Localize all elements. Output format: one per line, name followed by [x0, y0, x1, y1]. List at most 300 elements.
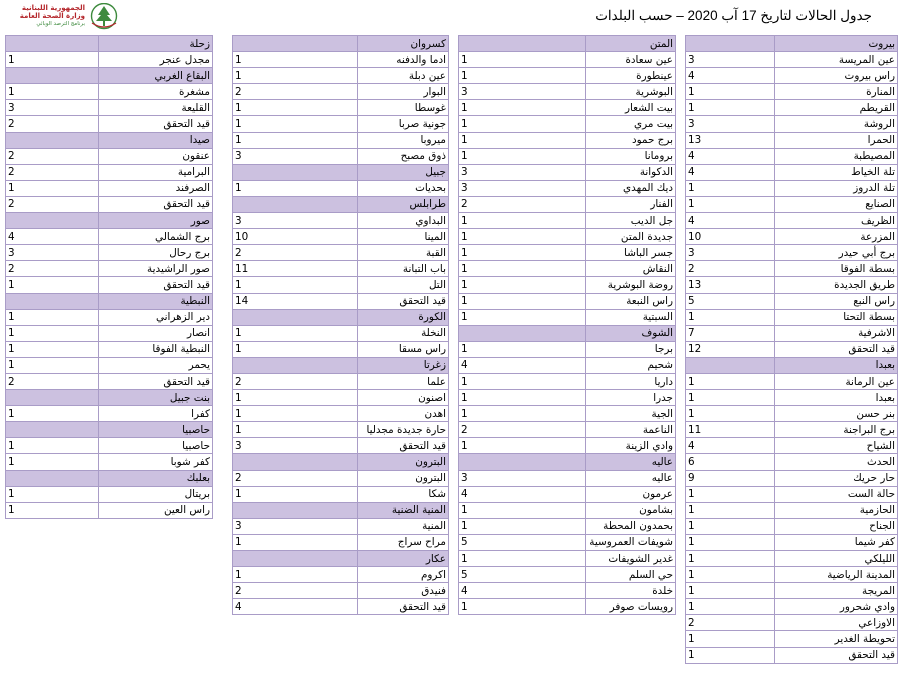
header-spacer [459, 325, 586, 341]
town-name: الجية [586, 406, 676, 422]
case-count: 2 [459, 196, 586, 212]
table-row [686, 631, 898, 647]
table-row [459, 551, 676, 567]
table-row [686, 486, 898, 502]
case-count: 1 [459, 373, 586, 389]
table-row [459, 164, 676, 180]
table-row [6, 116, 213, 132]
case-count: 3 [686, 116, 775, 132]
town-name: عين الرمانة [775, 373, 898, 389]
town-name: روضة البوشرية [586, 277, 676, 293]
case-count: 1 [686, 196, 775, 212]
town-name: البداوي [358, 213, 449, 229]
case-count: 1 [233, 390, 358, 406]
town-name: بسطة الفوقا [775, 261, 898, 277]
case-count: 11 [686, 422, 775, 438]
case-count: 1 [686, 406, 775, 422]
table-row [459, 390, 676, 406]
case-count: 3 [233, 213, 358, 229]
town-name: كفر شوبا [99, 454, 213, 470]
district-header-row [6, 36, 213, 52]
town-name: الدكوانة [586, 164, 676, 180]
header-spacer [459, 36, 586, 52]
case-count: 1 [459, 229, 586, 245]
cases-table-1 [685, 35, 898, 664]
town-name: جل الديب [586, 213, 676, 229]
case-count: 2 [233, 583, 358, 599]
table-row [459, 599, 676, 615]
table-row [233, 148, 449, 164]
district-name: صور [99, 213, 213, 229]
town-name: برومانا [586, 148, 676, 164]
table-row [459, 422, 676, 438]
table-row [6, 100, 213, 116]
case-count: 1 [6, 486, 99, 502]
logo-line-3: برنامج الترصد الوبائي [36, 21, 85, 27]
table-row [459, 196, 676, 212]
table-row [233, 132, 449, 148]
case-count: 11 [233, 261, 358, 277]
town-name: انصار [99, 325, 213, 341]
district-name: بيروت [775, 36, 898, 52]
town-name: اصنون [358, 390, 449, 406]
case-count: 7 [686, 325, 775, 341]
case-count: 2 [6, 116, 99, 132]
header-spacer [6, 390, 99, 406]
case-count: 1 [686, 373, 775, 389]
cases-table-2 [458, 35, 676, 615]
town-name: المصيطبة [775, 148, 898, 164]
table-row [6, 261, 213, 277]
district-header-row [233, 502, 449, 518]
cases-table-4 [5, 35, 213, 519]
page-title: جدول الحالات لتاريخ 17 آب 2020 – حسب البلدات [595, 8, 872, 23]
town-name: بحديات [358, 180, 449, 196]
logo-line-2: وزارة الصحة العامة [19, 12, 85, 20]
case-count: 1 [459, 245, 586, 261]
table-row [459, 277, 676, 293]
table-row [233, 229, 449, 245]
case-count: 2 [686, 615, 775, 631]
table-row [686, 438, 898, 454]
town-name: الصرفند [99, 180, 213, 196]
case-count: 1 [233, 325, 358, 341]
case-count: 1 [233, 422, 358, 438]
header-spacer [6, 470, 99, 486]
table-row [233, 245, 449, 261]
town-name: علما [358, 373, 449, 389]
case-count: 1 [6, 52, 99, 68]
case-count: 1 [459, 68, 586, 84]
table-row [6, 454, 213, 470]
case-count: 1 [686, 534, 775, 550]
town-name: ديك المهدي [586, 180, 676, 196]
town-name: القبة [358, 245, 449, 261]
case-count: 4 [233, 599, 358, 615]
case-count: 1 [459, 116, 586, 132]
table-row [686, 406, 898, 422]
header-spacer [686, 357, 775, 373]
case-count: 2 [233, 245, 358, 261]
table-row [686, 390, 898, 406]
case-count: 4 [686, 164, 775, 180]
district-name: عاليه [586, 454, 676, 470]
case-count: 1 [6, 406, 99, 422]
district-header-row [6, 390, 213, 406]
table-row [686, 518, 898, 534]
table-row [459, 309, 676, 325]
case-count: 4 [6, 229, 99, 245]
case-count: 2 [233, 84, 358, 100]
header-spacer [6, 213, 99, 229]
table-row [686, 100, 898, 116]
case-count: 3 [233, 438, 358, 454]
table-row [6, 148, 213, 164]
table-row [459, 116, 676, 132]
table-row [686, 325, 898, 341]
table-row [686, 213, 898, 229]
case-count: 1 [686, 551, 775, 567]
table-row [686, 84, 898, 100]
town-name: البوشرية [586, 84, 676, 100]
case-count: 1 [6, 309, 99, 325]
town-name: وادي شحرور [775, 599, 898, 615]
case-count: 1 [6, 454, 99, 470]
table-row [686, 229, 898, 245]
town-name: خلدة [586, 583, 676, 599]
case-count: 1 [459, 293, 586, 309]
town-name: عرمون [586, 486, 676, 502]
case-count: 2 [233, 470, 358, 486]
district-name: المتن [586, 36, 676, 52]
table-row [459, 373, 676, 389]
logo-line-1: الجمهورية اللبنانية [21, 4, 85, 12]
district-name: كسروان [358, 36, 449, 52]
case-count: 1 [459, 341, 586, 357]
town-name: برج أبي حيدر [775, 245, 898, 261]
town-name: مشغرة [99, 84, 213, 100]
case-count: 2 [686, 261, 775, 277]
table-row [459, 567, 676, 583]
table-row [6, 438, 213, 454]
table-row [459, 438, 676, 454]
district-header-row [686, 357, 898, 373]
case-count: 1 [233, 52, 358, 68]
case-count: 3 [686, 245, 775, 261]
town-name: المدينة الرياضية [775, 567, 898, 583]
district-name: بعلبك [99, 470, 213, 486]
town-name: دير الزهراني [99, 309, 213, 325]
table-row [6, 357, 213, 373]
town-name: بيت مري [586, 116, 676, 132]
table-row [6, 180, 213, 196]
district-header-row [459, 36, 676, 52]
table-row [686, 551, 898, 567]
district-header-row [233, 551, 449, 567]
header-spacer [233, 36, 358, 52]
district-header-row [233, 36, 449, 52]
town-name: شويفات العمروسية [586, 534, 676, 550]
town-name: غوسطا [358, 100, 449, 116]
table-row [233, 583, 449, 599]
town-name: عين المريسة [775, 52, 898, 68]
table-row [233, 422, 449, 438]
town-name: قيد التحقق [358, 438, 449, 454]
case-count: 1 [686, 390, 775, 406]
case-count: 1 [686, 518, 775, 534]
town-name: برجا [586, 341, 676, 357]
header-spacer [6, 36, 99, 52]
case-count: 6 [686, 454, 775, 470]
table-row [686, 454, 898, 470]
district-name: زحلة [99, 36, 213, 52]
header-spacer [6, 132, 99, 148]
case-count: 1 [459, 502, 586, 518]
table-row [459, 518, 676, 534]
table-row [233, 84, 449, 100]
district-name: عكار [358, 551, 449, 567]
district-name: زغرتا [358, 357, 449, 373]
header-spacer [6, 68, 99, 84]
town-name: البرامية [99, 164, 213, 180]
table-row [459, 52, 676, 68]
town-name: الناعمة [586, 422, 676, 438]
town-name: راس مسقا [358, 341, 449, 357]
cases-table-3 [232, 35, 449, 615]
district-name: بعبدا [775, 357, 898, 373]
table-row [233, 438, 449, 454]
town-name: الحمرا [775, 132, 898, 148]
town-name: كفر شيما [775, 534, 898, 550]
town-name: البوار [358, 84, 449, 100]
table-row [6, 486, 213, 502]
table-row [233, 116, 449, 132]
town-name: النبطية الفوقا [99, 341, 213, 357]
table-row [233, 567, 449, 583]
table-row [459, 229, 676, 245]
table-row [686, 502, 898, 518]
town-name: المينا [358, 229, 449, 245]
case-count: 10 [233, 229, 358, 245]
case-count: 4 [686, 438, 775, 454]
town-name: البترون [358, 470, 449, 486]
case-count: 1 [686, 100, 775, 116]
case-count: 1 [459, 132, 586, 148]
town-name: الليلكي [775, 551, 898, 567]
table-row [686, 277, 898, 293]
district-header-row [6, 213, 213, 229]
district-header-row [6, 293, 213, 309]
town-name: قيد التحقق [99, 116, 213, 132]
table-row [233, 213, 449, 229]
case-count: 1 [233, 100, 358, 116]
case-count: 2 [233, 373, 358, 389]
header-spacer [233, 196, 358, 212]
header-spacer [233, 551, 358, 567]
case-count: 3 [233, 148, 358, 164]
table-row [233, 277, 449, 293]
town-name: كفرا [99, 406, 213, 422]
town-name: بعبدا [775, 390, 898, 406]
case-count: 1 [459, 148, 586, 164]
case-count: 4 [459, 486, 586, 502]
case-count: 3 [459, 84, 586, 100]
case-count: 1 [686, 486, 775, 502]
table-row [459, 583, 676, 599]
table-row [233, 341, 449, 357]
case-count: 2 [459, 422, 586, 438]
case-count: 4 [686, 68, 775, 84]
case-count: 1 [686, 599, 775, 615]
town-name: راس العين [99, 502, 213, 518]
table-row [233, 373, 449, 389]
table-row [686, 132, 898, 148]
header-spacer [233, 164, 358, 180]
town-name: قيد التحقق [775, 341, 898, 357]
town-name: شحيم [586, 357, 676, 373]
district-name: صيدا [99, 132, 213, 148]
table-row [686, 245, 898, 261]
case-count: 1 [459, 100, 586, 116]
case-count: 1 [6, 325, 99, 341]
town-name: عين سعادة [586, 52, 676, 68]
district-header-row [233, 454, 449, 470]
case-count: 1 [233, 132, 358, 148]
town-name: التل [358, 277, 449, 293]
header-spacer [6, 422, 99, 438]
table-row [686, 68, 898, 84]
case-count: 3 [459, 180, 586, 196]
town-name: المزرعة [775, 229, 898, 245]
town-name: قيد التحقق [99, 196, 213, 212]
table-row [459, 100, 676, 116]
case-count: 1 [686, 502, 775, 518]
table-row [6, 406, 213, 422]
table-row [6, 84, 213, 100]
case-count: 1 [459, 213, 586, 229]
table-row [233, 486, 449, 502]
table-row [459, 470, 676, 486]
town-name: النخلة [358, 325, 449, 341]
case-count: 1 [686, 567, 775, 583]
table-row [6, 502, 213, 518]
table-row [233, 518, 449, 534]
table-row [686, 647, 898, 663]
case-count: 9 [686, 470, 775, 486]
town-name: حاصبيا [99, 438, 213, 454]
district-name: بنت جبيل [99, 390, 213, 406]
case-count: 4 [459, 357, 586, 373]
table-row [233, 68, 449, 84]
town-name: القليعة [99, 100, 213, 116]
town-name: برج حمود [586, 132, 676, 148]
town-name: تحويطة الغدير [775, 631, 898, 647]
case-count: 1 [6, 180, 99, 196]
header-spacer [233, 309, 358, 325]
case-count: 1 [686, 180, 775, 196]
town-name: بحمدون المحطة [586, 518, 676, 534]
table-row [459, 84, 676, 100]
header-spacer [233, 502, 358, 518]
district-header-row [233, 309, 449, 325]
town-name: الاوزاعي [775, 615, 898, 631]
town-name: تلة الدروز [775, 180, 898, 196]
town-name: المريجة [775, 583, 898, 599]
table-row [233, 599, 449, 615]
table-row [686, 599, 898, 615]
case-count: 1 [459, 599, 586, 615]
district-header-row [686, 36, 898, 52]
table-row [686, 615, 898, 631]
table-row [6, 373, 213, 389]
district-header-row [6, 132, 213, 148]
table-row [459, 213, 676, 229]
table-row [233, 261, 449, 277]
table-row [459, 132, 676, 148]
table-row [459, 341, 676, 357]
table-row [686, 196, 898, 212]
case-count: 1 [6, 357, 99, 373]
district-name: النبطية [99, 293, 213, 309]
case-count: 1 [233, 486, 358, 502]
case-count: 13 [686, 277, 775, 293]
district-header-row [6, 68, 213, 84]
case-count: 3 [6, 100, 99, 116]
table-row [686, 52, 898, 68]
town-name: ذوق مصبح [358, 148, 449, 164]
town-name: جونية صربا [358, 116, 449, 132]
town-name: الصنايع [775, 196, 898, 212]
table-row [686, 261, 898, 277]
case-count: 1 [459, 309, 586, 325]
town-name: قيد التحقق [99, 373, 213, 389]
table-row [686, 293, 898, 309]
case-count: 1 [459, 390, 586, 406]
town-name: فنيدق [358, 583, 449, 599]
ministry-logo [8, 3, 120, 30]
case-count: 2 [6, 196, 99, 212]
table-row [459, 245, 676, 261]
table-row [233, 100, 449, 116]
town-name: الجناح [775, 518, 898, 534]
town-name: راس النبع [775, 293, 898, 309]
town-name: الظريف [775, 213, 898, 229]
case-count: 1 [6, 341, 99, 357]
town-name: حار حريك [775, 470, 898, 486]
town-name: شكا [358, 486, 449, 502]
district-name: الشوف [586, 325, 676, 341]
district-header-row [6, 470, 213, 486]
district-name: طرابلس [358, 196, 449, 212]
table-row [6, 325, 213, 341]
table-row [459, 180, 676, 196]
case-count: 1 [233, 277, 358, 293]
town-name: حي السلم [586, 567, 676, 583]
case-count: 1 [686, 309, 775, 325]
header-spacer [459, 454, 586, 470]
town-name: حارة جديدة مجدليا [358, 422, 449, 438]
district-header-row [6, 422, 213, 438]
table-row [6, 245, 213, 261]
town-name: عينطورة [586, 68, 676, 84]
town-name: اهدن [358, 406, 449, 422]
town-name: السبتية [586, 309, 676, 325]
town-name: تلة الخياط [775, 164, 898, 180]
table-row [686, 148, 898, 164]
town-name: صور الراشيدية [99, 261, 213, 277]
table-row [686, 567, 898, 583]
case-count: 2 [6, 164, 99, 180]
